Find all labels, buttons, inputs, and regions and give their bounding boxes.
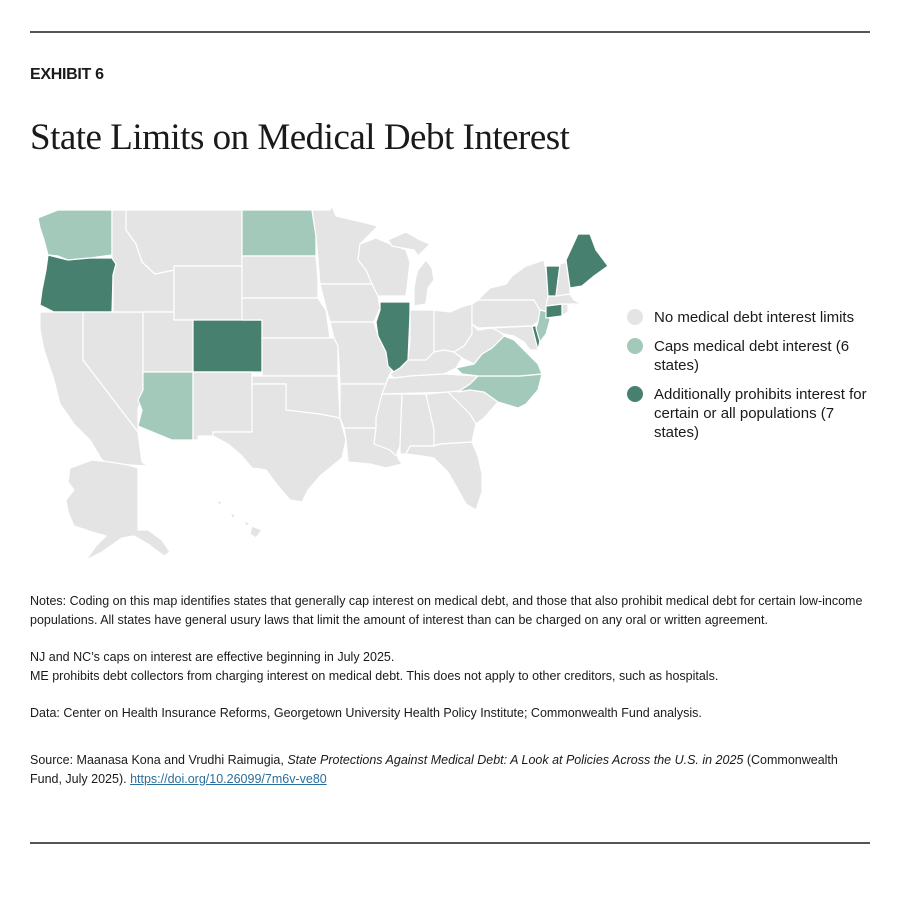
state-ME bbox=[566, 234, 608, 288]
legend-item-caps bbox=[627, 337, 877, 375]
state-OR bbox=[40, 255, 116, 312]
legend-swatch-prohibits bbox=[627, 386, 643, 402]
state-FL bbox=[406, 442, 482, 510]
legend-swatch-none bbox=[627, 309, 643, 325]
legend-item-prohibits bbox=[627, 385, 877, 442]
state-ND bbox=[242, 210, 316, 256]
state-AZ bbox=[138, 372, 193, 440]
source-citation bbox=[30, 751, 870, 789]
legend-label-caps: Caps medical debt interest (6 states) bbox=[654, 338, 850, 374]
state-CO bbox=[193, 320, 262, 372]
state-NM bbox=[193, 372, 252, 440]
top-rule bbox=[30, 31, 870, 33]
source-suffix: (Commonwealth Fund, July 2025). bbox=[30, 753, 838, 786]
state-IA bbox=[320, 284, 380, 322]
state-WA bbox=[38, 210, 112, 260]
state-SD bbox=[242, 256, 318, 298]
notes-section bbox=[30, 592, 870, 789]
legend-swatch-caps bbox=[627, 338, 643, 354]
exhibit-label: EXHIBIT 6 bbox=[30, 66, 104, 83]
state-UT bbox=[143, 312, 193, 372]
state-KS bbox=[262, 338, 338, 376]
note-coding: Notes: Coding on this map identifies states that generally cap interest on medical debt, and those that also prohibit medical debt for certain low-income populations. All states have general usury laws that limit the amount of interest than can be charged on any oral or written agreement. bbox=[30, 594, 863, 627]
us-map bbox=[30, 200, 620, 560]
source-prefix: Source: Maanasa Kona and Vrudhi Raimugia, bbox=[30, 753, 288, 767]
legend-label-none: No medical debt interest limits bbox=[654, 309, 855, 326]
state-AK bbox=[66, 460, 170, 560]
state-HI bbox=[216, 500, 262, 538]
state-RI bbox=[562, 304, 568, 316]
state-WY bbox=[174, 266, 242, 320]
data-credit: Data: Center on Health Insurance Reforms, Georgetown University Health Policy Institute; Commonwealth Fund analysis. bbox=[30, 706, 702, 720]
note-me: ME prohibits debt collectors from charging interest on medical debt. This does not apply to other creditors, such as hospitals. bbox=[30, 669, 719, 683]
state-PA bbox=[472, 300, 540, 328]
state-IN bbox=[408, 310, 434, 362]
note-nj-nc: NJ and NC’s caps on interest are effective beginning in July 2025. bbox=[30, 650, 395, 664]
legend-item-none bbox=[627, 308, 877, 327]
doi-link[interactable]: https://doi.org/10.26099/7m6v-ve80 bbox=[130, 772, 327, 786]
map-legend bbox=[627, 308, 877, 452]
legend-label-prohibits: Additionally prohibits interest for certain or all populations (7 states) bbox=[654, 386, 867, 441]
bottom-rule bbox=[30, 842, 870, 844]
source-title: State Protections Against Medical Debt: A Look at Policies Across the U.S. in 2025 bbox=[287, 753, 744, 767]
chart-title: State Limits on Medical Debt Interest bbox=[30, 117, 570, 158]
